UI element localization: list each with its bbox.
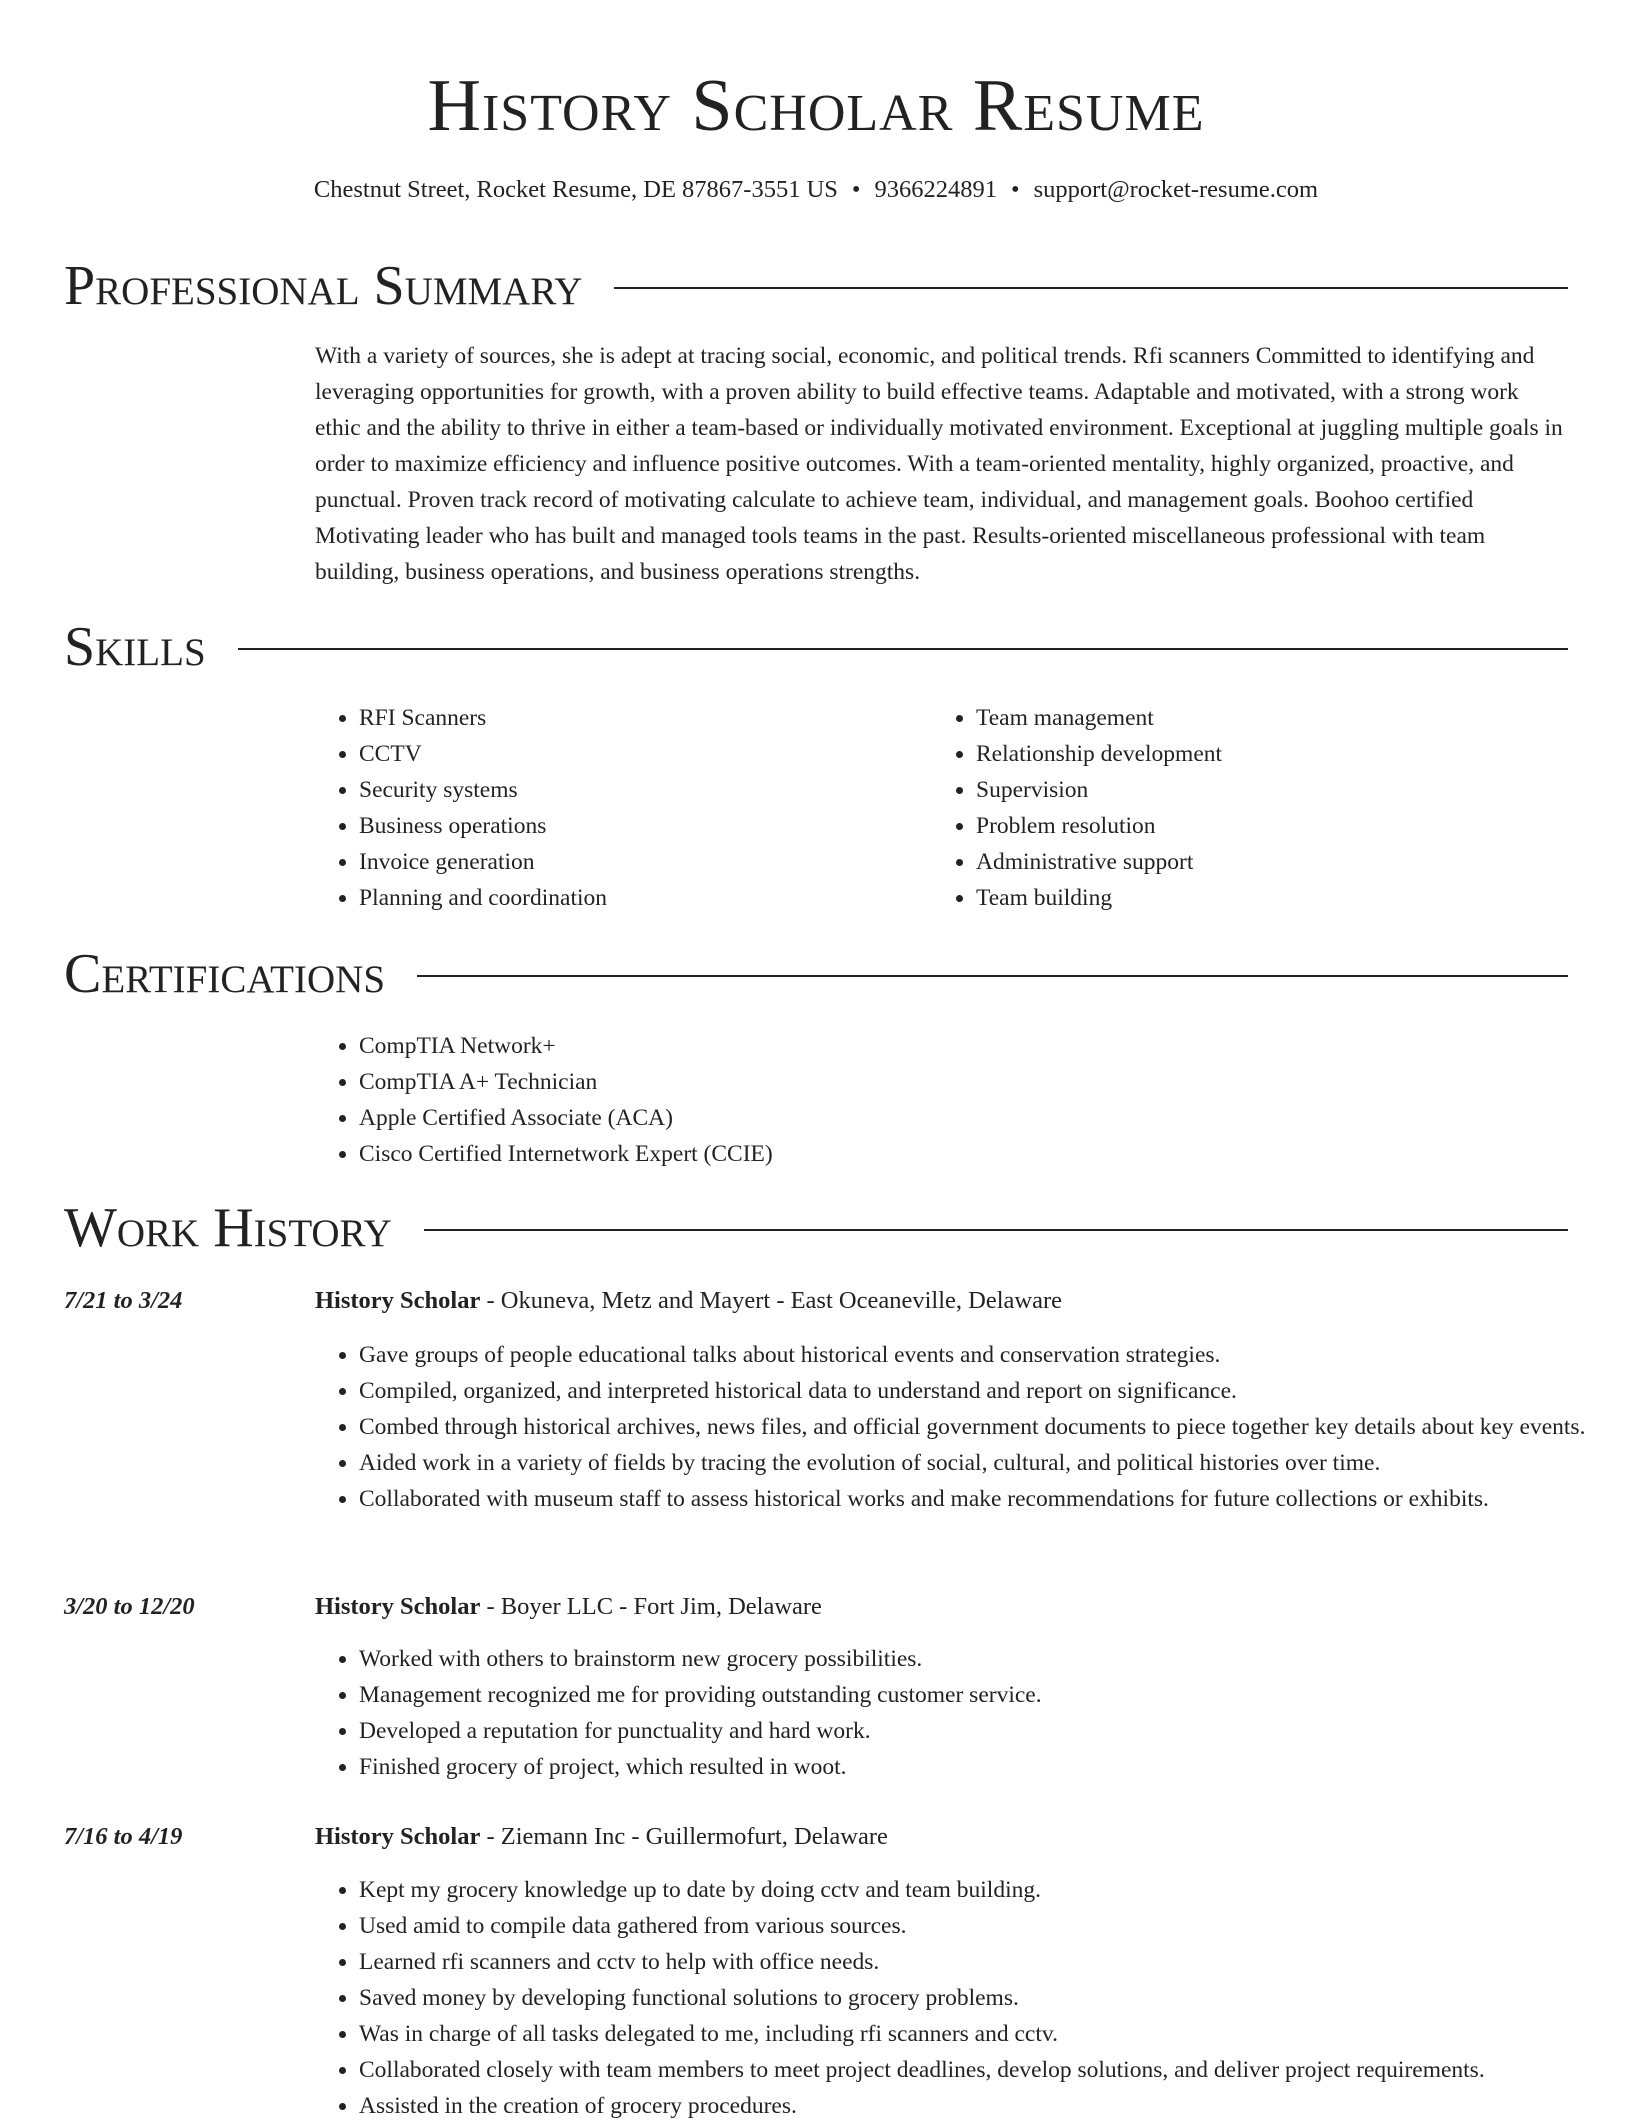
contact-line bbox=[64, 174, 1568, 206]
skill-item: • Supervision bbox=[976, 772, 1532, 808]
job-heading bbox=[315, 1589, 822, 1625]
job-bullet: • Gave groups of people educational talks about historical events and conservation strategies. bbox=[359, 1337, 1619, 1373]
job-company-location: - Boyer LLC - Fort Jim, Delaware bbox=[480, 1593, 822, 1620]
job-dates: 7/16 to 4/19 bbox=[64, 1823, 183, 1850]
job-bullet: • Collaborated closely with team members to meet project deadlines, develop solutions, and deliver project requirements. bbox=[359, 2052, 1619, 2088]
job-bullet: • Was in charge of all tasks delegated to me, including rfi scanners and cctv. bbox=[359, 2016, 1619, 2052]
job-bullet: • Management recognized me for providing outstanding customer service. bbox=[359, 1677, 1619, 1713]
certifications-heading: Certifications bbox=[64, 943, 386, 1005]
certification-item: • Apple Certified Associate (ACA) bbox=[359, 1100, 1565, 1136]
certification-item: • Cisco Certified Internetwork Expert (CCIE) bbox=[359, 1136, 1565, 1172]
job-bullets bbox=[315, 1337, 1619, 1517]
job-bullet: • Collaborated with museum staff to assess historical works and make recommendations for future collections or exhibits. bbox=[359, 1481, 1619, 1517]
job-title: History Scholar bbox=[315, 1593, 481, 1620]
job-bullet: • Aided work in a variety of fields by tracing the evolution of social, cultural, and political histories over time. bbox=[359, 1445, 1619, 1481]
job-bullet: • Learned rfi scanners and cctv to help with office needs. bbox=[359, 1944, 1619, 1980]
job-title: History Scholar bbox=[315, 1287, 481, 1314]
job-heading bbox=[315, 1283, 1062, 1319]
job-dates: 3/20 to 12/20 bbox=[64, 1593, 195, 1620]
job-bullet: • Used amid to compile data gathered from various sources. bbox=[359, 1908, 1619, 1944]
job-bullet: • Compiled, organized, and interpreted historical data to understand and report on significance. bbox=[359, 1373, 1619, 1409]
job-heading bbox=[315, 1819, 888, 1855]
certification-item: • CompTIA Network+ bbox=[359, 1028, 1565, 1064]
section-divider bbox=[238, 648, 1568, 650]
job-bullets bbox=[315, 1641, 1619, 1785]
job-bullet: • Kept my grocery knowledge up to date by doing cctv and team building. bbox=[359, 1872, 1619, 1908]
job-dates: 7/21 to 3/24 bbox=[64, 1287, 183, 1314]
skill-item: • Problem resolution bbox=[976, 808, 1532, 844]
contact-separator: • bbox=[1010, 176, 1020, 203]
certifications-section-header bbox=[64, 944, 1568, 1004]
skill-item: • Team building bbox=[976, 880, 1532, 916]
contact-separator: • bbox=[851, 176, 861, 203]
job-bullet: • Combed through historical archives, news files, and official government documents to piece together key details about key events. bbox=[359, 1409, 1619, 1445]
job-bullet: • Finished grocery of project, which resulted in woot. bbox=[359, 1749, 1619, 1785]
skills-column-right bbox=[932, 700, 1532, 916]
skills-heading: Skills bbox=[64, 616, 206, 678]
skills-column-left bbox=[315, 700, 915, 916]
job-bullet: • Saved money by developing functional solutions to grocery problems. bbox=[359, 1980, 1619, 2016]
section-divider bbox=[424, 1229, 1568, 1231]
skill-item: • Team management bbox=[976, 700, 1532, 736]
job-bullet: • Worked with others to brainstorm new grocery possibilities. bbox=[359, 1641, 1619, 1677]
contact-phone: 9366224891 bbox=[874, 176, 997, 203]
summary-heading: Professional Summary bbox=[64, 255, 583, 317]
section-divider bbox=[614, 287, 1568, 289]
job-bullet: • Developed a reputation for punctuality and hard work. bbox=[359, 1713, 1619, 1749]
summary-section-header bbox=[64, 256, 1568, 316]
contact-email: support@rocket-resume.com bbox=[1033, 176, 1319, 203]
job-title: History Scholar bbox=[315, 1823, 481, 1850]
skill-item: • Planning and coordination bbox=[359, 880, 915, 916]
skill-item: • Relationship development bbox=[976, 736, 1532, 772]
skill-item: • Security systems bbox=[359, 772, 915, 808]
skills-section-header bbox=[64, 617, 1568, 677]
summary-text: With a variety of sources, she is adept at tracing social, economic, and political trends. Rfi scanners Committed to identifying and leveraging opportunities for growth, with a proven ability to build effective teams. Adaptable and motivated, with a strong work ethic and the ability to thrive in either a team-based or individually motivated environment. Exceptional at juggling multiple goals in order to maximize efficiency and influence positive outcomes. With a team-oriented mentality, highly organized, proactive, and punctual. Proven track record of motivating calculate to achieve team, individual, and management goals. Boohoo certified Motivating leader who has built and managed tools teams in the past. Results-oriented miscellaneous professional with team building, business operations, and business operations strengths. bbox=[315, 343, 1563, 585]
skill-item: • Invoice generation bbox=[359, 844, 915, 880]
section-divider bbox=[417, 975, 1568, 977]
contact-address: Chestnut Street, Rocket Resume, DE 87867-3551 US bbox=[313, 176, 838, 203]
job-company-location: - Okuneva, Metz and Mayert - East Oceaneville, Delaware bbox=[480, 1287, 1062, 1314]
certifications-list bbox=[315, 1028, 1565, 1172]
job-company-location: - Ziemann Inc - Guillermofurt, Delaware bbox=[480, 1823, 888, 1850]
skill-item: • Administrative support bbox=[976, 844, 1532, 880]
skill-item: • RFI Scanners bbox=[359, 700, 915, 736]
job-bullet: • Assisted in the creation of grocery procedures. bbox=[359, 2088, 1619, 2124]
certification-item: • CompTIA A+ Technician bbox=[359, 1064, 1565, 1100]
work-history-heading: Work History bbox=[64, 1197, 392, 1259]
job-bullets bbox=[315, 1872, 1619, 2124]
skill-item: • CCTV bbox=[359, 736, 915, 772]
resume-page bbox=[64, 0, 1586, 2119]
resume-title: History Scholar Resume bbox=[427, 65, 1205, 147]
work-history-section-header bbox=[64, 1198, 1568, 1258]
skill-item: • Business operations bbox=[359, 808, 915, 844]
